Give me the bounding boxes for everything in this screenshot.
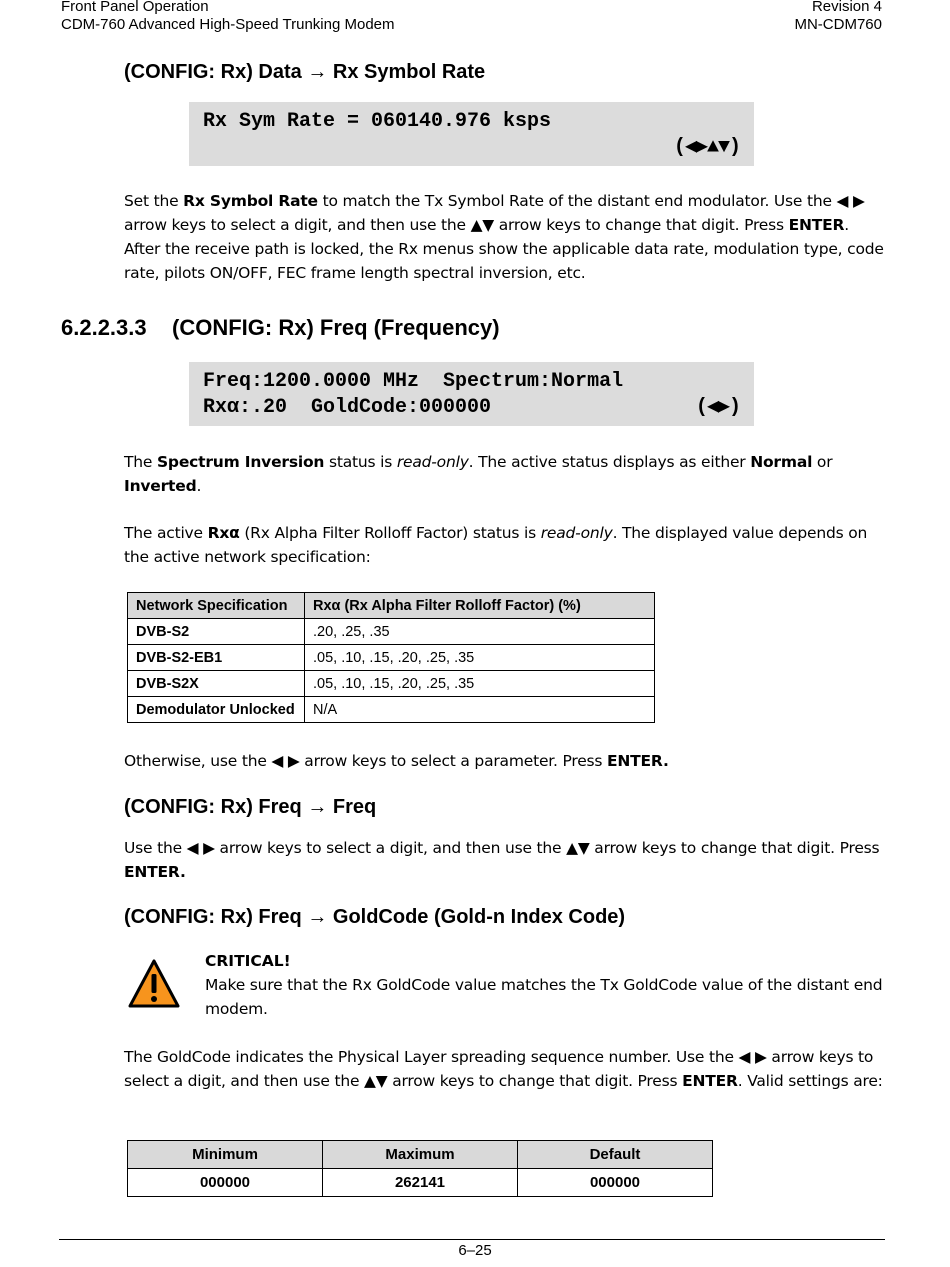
table-cell: DVB-S2-EB1	[128, 645, 305, 671]
goldcode-range-table	[127, 1140, 713, 1197]
lcd-text: Freq:1200.0000 MHz Spectrum:Normal	[203, 370, 624, 393]
heading-goldcode: (CONFIG: Rx) Freq → GoldCode (Gold-n Index Code)	[124, 906, 626, 928]
table-cell: DVB-S2	[128, 619, 305, 645]
lcd-display-freq	[189, 362, 754, 426]
lcd-display-symbol-rate	[189, 102, 754, 166]
paragraph-symbol-rate: Set the Rx Symbol Rate to match the Tx Symbol Rate of the distant end modulator. Use the ◀ ▶ arrow keys to select a digit, and then use the ▲▼ arrow keys to change that digit. Press ENTER. After the receive path is locked, the Rx menus show the applicable data rate, modulation type, code rate, pilots ON/OFF, FEC frame length spectral inversion, etc.	[124, 192, 884, 282]
table-header-cell: Default	[518, 1141, 713, 1169]
lcd-arrow-keys-icon: (◀▶)	[695, 396, 740, 419]
lcd-text: Rxα:.20 GoldCode:000000	[203, 396, 492, 419]
header-product: CDM-760 Advanced High-Speed Trunking Modem	[61, 16, 395, 33]
table-cell: .05, .10, .15, .20, .25, .35	[305, 645, 655, 671]
table-header-cell: Minimum	[128, 1141, 323, 1169]
table-cell: .05, .10, .15, .20, .25, .35	[305, 671, 655, 697]
table-row	[128, 1169, 713, 1197]
paragraph-goldcode: The GoldCode indicates the Physical Layer spreading sequence number. Use the ◀ ▶ arrow keys to select a digit, and then use the ▲▼ arrow keys to change that digit. Press ENTER. Valid settings are:	[124, 1048, 883, 1090]
table-header-row	[128, 593, 655, 619]
table-cell: DVB-S2X	[128, 671, 305, 697]
page-number: 6–25	[458, 1242, 492, 1259]
table-header-row	[128, 1141, 713, 1169]
table-cell: Demodulator Unlocked	[128, 697, 305, 723]
lcd-text: Rx Sym Rate = 060140.976 ksps	[203, 110, 552, 133]
header-section: Front Panel Operation	[61, 0, 209, 15]
lcd-line-2	[203, 135, 740, 161]
table-row	[128, 619, 655, 645]
table-header-cell: Maximum	[323, 1141, 518, 1169]
table-cell: 262141	[323, 1169, 518, 1197]
section-title: (CONFIG: Rx) Freq (Frequency)	[172, 315, 500, 340]
paragraph-freq-freq: Use the ◀ ▶ arrow keys to select a digit, and then use the ▲▼ arrow keys to change that digit. Press ENTER.	[124, 839, 880, 881]
heading-rx-symbol-rate: (CONFIG: Rx) Data → Rx Symbol Rate	[124, 61, 486, 83]
table-cell: N/A	[305, 697, 655, 723]
paragraph-rx-alpha: The active Rxα (Rx Alpha Filter Rolloff Factor) status is read-only. The displayed value depends on the active network specification:	[124, 524, 868, 566]
paragraph-spectrum-inversion: The Spectrum Inversion status is read-only. The active status displays as either Normal or Inverted.	[124, 453, 833, 495]
table-row	[128, 671, 655, 697]
table-header-cell: Rxα (Rx Alpha Filter Rolloff Factor) (%)	[305, 593, 655, 619]
running-header-right	[794, 0, 882, 34]
table-row	[128, 645, 655, 671]
lcd-line-2	[203, 395, 740, 421]
running-header-left	[61, 0, 395, 34]
lcd-arrow-keys-icon: (◀▶▲▼)	[673, 136, 740, 159]
header-doc-number: MN-CDM760	[794, 16, 882, 33]
table-row	[128, 697, 655, 723]
paragraph-otherwise: Otherwise, use the ◀ ▶ arrow keys to select a parameter. Press ENTER.	[124, 752, 669, 770]
heading-rx-freq	[61, 315, 500, 341]
rolloff-table	[127, 592, 655, 723]
table-cell: .20, .25, .35	[305, 619, 655, 645]
table-cell: 000000	[128, 1169, 323, 1197]
table-header-cell: Network Specification	[128, 593, 305, 619]
header-revision: Revision 4	[811, 0, 882, 15]
heading-freq-freq: (CONFIG: Rx) Freq → Freq	[124, 796, 377, 818]
footer-rule	[59, 1239, 885, 1240]
lcd-line-1	[203, 369, 740, 395]
table-cell: 000000	[518, 1169, 713, 1197]
section-number: 6.2.2.3.3	[61, 315, 147, 340]
lcd-line-1	[203, 109, 740, 135]
warning-triangle-icon	[127, 958, 181, 1010]
critical-text: Make sure that the Rx GoldCode value matches the Tx GoldCode value of the distant end modem.	[205, 976, 883, 1018]
critical-title: CRITICAL!	[205, 952, 291, 970]
